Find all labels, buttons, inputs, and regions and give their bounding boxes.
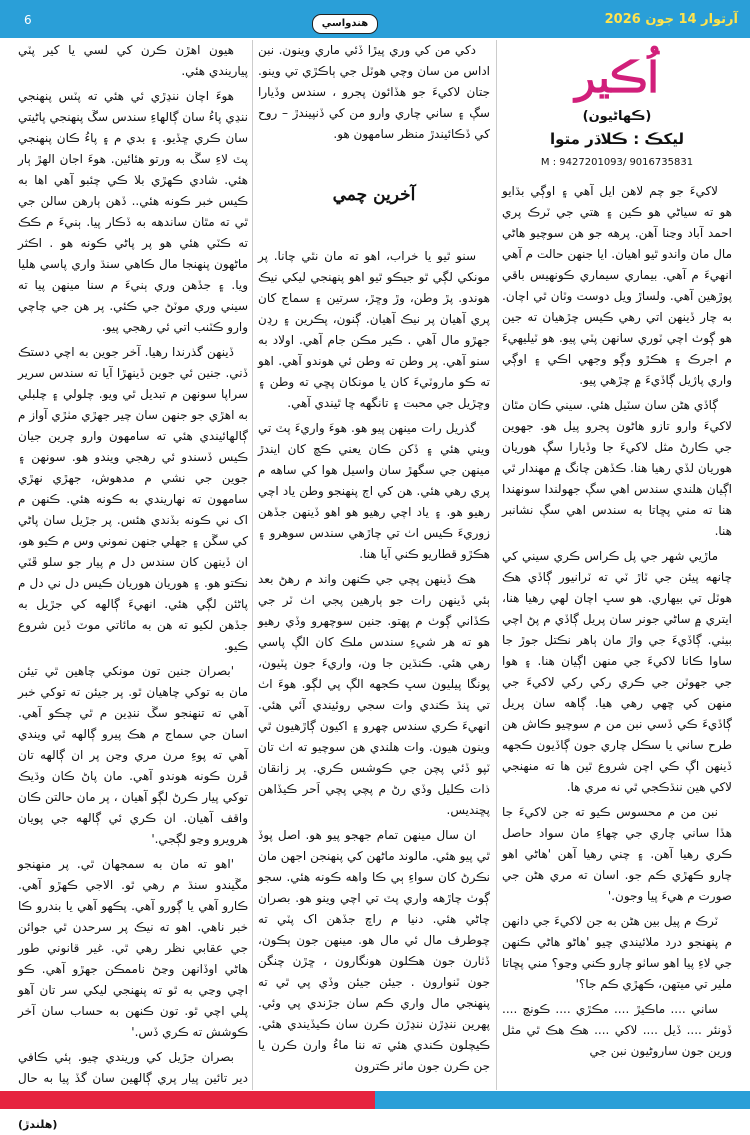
paragraph: لاکيءَ جو چم لاهن ايل آهي ۽ اوڳي بڌايو هو ته سياڻي هو ڪين ۽ هتي جي ٽرڪ پري احمد آباد وڃنا آهن. پرهه جو هن سوچيو هاڻي مال مان واندو ٿيو اهيان. ايا جنهن حالت م آهي انهيءَ م آهي. بيماري سيماري ڪونهيس باقي پوڙهين آهي. ولساڙ ويل دوست وٽان ٿي اچان. به چار ڏينهن اتي رهي ڪيس چڙهيان ته جين هو ڳوٺ اچي ٽوري سانهن پٽي پيو. هو ٽيليهيءَ م اجرڪ ۽ هڪڙو وڳو وجهي اڪي ۽ اوڳي واري پاژيل ڳاڏيءَ ۾ چڙهي پيو. — [502, 184, 732, 387]
paragraph: دکي من کي وري پيڙا ڏئي ماري وينون. نبن اداس من سان وچي هوٽل جي ٻاڪڙي تي وينو. جتان لاکيءَ جو هڏائون پجرو ، سندس وڏيارا سڳ ۽ ساني چاري وارو من کي ڏنپيندڙ – روح کي ڏڪائيندڙ منظر سامهون هو. — [258, 43, 490, 141]
paragraph: نبن من م محسوس ڪيو ته جن لاکيءَ جا هڏا ساني چاري جي چهاءِ مان سواد حاصل ڪري رهيا آهن. ۽ چني رهيا آهن 'هاڻي اهو چارو ڪهڙي ڪم جو. اسان ته مري هڻن جي صورت م هيءَ پيا وجون.' — [502, 805, 732, 903]
bottom-color-bar — [0, 1091, 750, 1109]
continued-label: (هلندڙ) — [18, 1118, 58, 1131]
paragraph: ان سال مينهن تمام جهجو پيو هو. اصل پوڏ ٿي پيو هئي. مالوند ماڻهن کي پنهنجن اجهن مان نڪرڻ کان سواءِ ٻي ڪا واهه ڪونه هئي. سجو ڳوٺ چاڙهه واري پٽ تي اچي وينو هو. بصران چاڻي هئي. دنيا م راچ جڏهن اک پٽي ته چوطرف مال ئي مال هو. مينهن جون ٻڪون، ڏٺارن جون هڪلون هونگارون ، ڇڙن چنگن جون ٽنوارون . جيئن جيئن وڏي پي ٿي ته پنهنجي مال واري ڪم سان جڙندي پي وئي. پهرين ننڍڙن ننڍڙن ڪرن سان ڪيڏيندي هئي. ڪيچلون ڪندي هئي ته ننا ماءُ وارن ڪرن يا جن ڪرن جون ماٺر ڪترون — [258, 828, 490, 1073]
column-divider — [252, 40, 253, 1090]
bottom-bar-red — [0, 1091, 375, 1109]
paragraph: ڏينهن گذرندا رهيا. آخر جوين به اچي دستڪ ڏني. جنين ئي جوين ڏينهڙا آيا ته سندس سرير سراپا سونهن م تبديل ٿي ويو. چلولي ۽ چلبلي به اهڙي جو جنهن سان چير جهڙي مٺڙي آواز م ڳالهائيندي هئي ته سامهون وارو چرين جيان ڪيس ڏسندو ئي رهجي ويندو هو. سونهن ۽ جوين جي نشي م مدهوش، جهڙي نهڙي سامهون ته نهاريندي به ڪونه هئي. ڪنهن م اک ني ڪونه بڏندي هئس. پر جڙيل سان پاڻي کي سڱن ۽ جهلي جنهن نموني وس م ڪيو هو، ان ڏينهن کان سندس دل م پيار جو سلو ڦٽي نڪتو هو. ۽ هوريان هوريان ڪيس دل ني دل م پاڻئن لڳي هئي. انهيءَ ڳالهه کي جڙيل به جڏهن لکيو ته هن به مائاتي موٽ ڏين شروع ڪيو. — [18, 345, 248, 653]
paragraph: بصران جڙيل کي وريندي چيو. ٻئي ڪافي دير تائين پيار پري ڳالهين سان گڏ پيا به حال — [18, 1050, 248, 1085]
story-header — [502, 40, 732, 173]
story-genre: (ڪهاڻيون) — [582, 109, 652, 124]
column-left — [18, 40, 248, 1135]
masthead-logo: هندواسي — [312, 14, 378, 34]
paragraph: 'اهو ته مان به سمجهان ٿي. پر منهنجو مڱيندو سنڌ م رهي ٿو. الاجي ڪهڙو آهي. ڪارو آهي يا ڳورو آهي. پڪهو آهي يا بندرو ڪا خبر ناهي. اهو ته نيڪ پر سرحدن ٿي جوائن جي عقابي نظر رهي ٿي. غير قانوني طور هاڻي اوڏانهن وڃڻ ناممڪن جهڙو آهي. ڪو اچي وڃي به ٿو ته پنهنجي ليکي سر تان آهو پلي اچي ٿو. تون ڪنهن به حساب سان آخر ڪوشش ته ڪري ڏس.' — [18, 857, 248, 1039]
bottom-bar-blue — [375, 1091, 750, 1109]
section-heading: آخرين چمي — [332, 185, 416, 205]
paragraph: ڳاڏي هڻن سان سٽيل هئي. سيني ڪان مٿان لاکيءَ وارو تازو هاڻون پجرو پيل هو. جهوين جي ڪارڻ مثل لاکيءَ جا وڏيارا سڳ هوريان هوريان لڏي رهيا هنا. ڪڏهن چانگ ۾ مهندار ٿي اڳيان هلندي سندس اهي سڳ جهولندا سونهندا هنا ته مني پڇاتا به سندس اهي سڳ نشانبر هنا. — [502, 398, 732, 538]
paragraph: هوءَ اچان ننڍڙي ئي هئي ته پٽس پنهنجي ننڍي پاءُ سان ڳالهاءِ سندس سڱ پنهنجي پاڻيتي سان ڪري ڇڏيو. ۽ بدي م ۽ پاءُ ڪان پنهنجي پٽ لاءِ سڱ به ورتو هئائين. هوءَ اجان الهڙ ٻار هئي. شادي ڪهڙي بلا ڪي چئبو آهي اها به ڪيس خبر ڪونه هئي.. ڏهن ٻارهن سالن جي ٿي ته مٿان ساندهه به ڏڪار پيا. ٻنيءَ م ڪڪ ته ڪٽي هئي هو پر پاڻي ڪونه هو . اڪثر ماڻهون پنهنجا مال ڪاهي سنڌ واري پاسي هليا ويا. ۽ جڏهن وري ٻنيءَ م سنا مينهن پيا ته سيني وري موٽڻ جي ڪئي. پر هن جي چاچي وارو ڪٽنب اتي ئي رهجي پيو. — [18, 89, 248, 334]
column-right — [502, 40, 732, 1066]
column-divider — [496, 40, 497, 1090]
paragraph: هڪ ڏينهن پچي جي ڪنهن واند م رهڻ بعد ٻئي ڏينهن رات جو ٻارهين پجي اٺ ٽر جي ڪڏاني ڳوٺ م پهتو. جنين سوچهرو وڏي رهيو هو ته هر شيءِ سندس ملڪ کان الڳ پاسي رهي هئي. ڪنڌين جا ون، واريءَ جون پٽيون، پونگا پيليون سڀ ڪجهه الڳ پي لڳو. هوءَ اٺ تي پنڌ ڪندي وات سجي روئيندي آئي هئي. انهيءَ ڪري سندس چهرو ۽ اکيون ڳاڙهيون ٿي وينون هيون. وات هلندي هن سوچيو ته اٺ تان ٽپو ڏئي پچن جي ڪوشس ڪري. پر زانقان ذات ڪليل وڏي رڻ م پچي پچي اَحر ڪيڏاهن پڇنديس. — [258, 572, 490, 817]
paragraph: 'بصران جنين تون مونکي چاهين ٿي تيئن مان به توکي چاهيان ٿو. پر جيئن ته توکي خبر آهي ته تنهنجو سڱ ننڍين م ٿي چڪو آهي. اسان جي سماج م هڪ پيرو ڳالهه ٿي ويندي آهي ته پوءِ مرن مري وڃن پر ان ڳالهه تان ڦرن ڪونه هوندو آهي. مان پاڻ ڪان وڌيڪ توکي پيار ڪرڻ لڳو آهيان ، پر مان حالتن ڪان واقف آهيان. ان ڪري ئي ڳالهه جي پويان هرويرو وڃو لڳجي.' — [18, 664, 248, 846]
paragraph: ماڙيي شهر جي پل ڪراس ڪري سيني کي چانهه پيئن جي ٽاڙ ٽي ته ٽرانيور ڳاڏي هڪ هوٽل تي بيهاري. هو سڀ اچان لهي رهيا هنا، ايتري ۾ ساڻي جونر سان پريل ڳاڏي م پڻ اچي بيٺي. ڳاڏيءَ جي واڙ مان ٻاهر نڪتل جوڙ جا ساوا ڪانا لاکيءَ جي منهن اڳيان هنا. ۽ هوا جي جهوٽن جي ڪري رکي رکي لاکيءَ جي منهن کي ڇهي رهي هيا. ڳاهه سان پريل ڳاڏيءَ ڪي ڏسي نبن من م سوچيو ڪاش هن طرح ساني يا سڪل چاري جون ڳاڏيون ڪجهه ڏينهن اڳ ڪي اچن شروع ٿين ها ته منهنجي لاکي هين ننڌڪجي ٿي نه مري ها. — [502, 549, 732, 794]
column-middle — [258, 40, 490, 1081]
paragraph: گذريل رات مينهن پيو هو. هوءَ واريءَ پٽ تي ويني هئي ۽ ڏکن ڪان يعني ڪچ کان ايندڙ مينهن جي سگهڙ سان واسيل هوا کي ساهه م پري رهي هئي. هن کي اڄ پنهنجو وطن ياد اچي رهيو هو. ۽ ياد اچي رهيو هو اهو ڏينهن جڏهن زوريءَ ڪيس اٺ تي چاڙهي سندس سوهرو ۽ هڪڙو قطاريو ڪني آيا هنا. — [258, 421, 490, 561]
paragraph: ٽرڪ م پيل بين هڻن به جن لاکيءَ جي دانهن م پنهنجو درد ملائيندي چيو 'هاڻو هاڻي ڪنهن جي لاءِ پيا اهو ساٺو چارو ڪني وڃو؟ مني پڇاتا ملير تي ميتهن، ڪهڙي ڪم جا؟' — [502, 914, 732, 991]
page-number: 6 — [24, 13, 32, 27]
story-title: اُڪير — [575, 53, 659, 102]
paragraph: ساني .... ماڪيڙ .... مڪڙي .... ڪونچ .... ڏونئر .... ڏيل .... لاکي .... هڪ هڪ ٿي مثل ورين جون ساروڻيون نبن جي — [502, 1002, 732, 1058]
issue-date: آرتوار 14 جون 2026 — [604, 12, 738, 27]
paragraph: سنو ٿيو يا خراب، اهو ته مان نٿي چانا. پر مونکي لڳي ٿو جيڪو ٿيو اهو پنهنجي ليکي نيڪ هوندو. پڙ وطن، وڙ وڇڙ، سرتين ۽ سماج کان پري آهيان پر نيڪ آهيان. ڳنون، پڪرين ۽ رڍن جهڙو مال آهي . ڪير مڪن جام آهي. اولاد به سنو آهي. پر وطن ته وطن ئي هوندو آهي. اهو ته ڪو ماروٽيءَ کان يا مونکان پڇي ته وطن ۽ وڇڙيل جي محبت ۽ تانگهه ڇا ٿيندي آهي. — [258, 249, 490, 410]
author-mobile: M : 9427201093/ 9016735831 — [540, 157, 694, 168]
story-author: ليکڪ : ڪلاڌر متوا — [550, 130, 684, 148]
paragraph: هيون اهڙن ڪرن کي لسي يا کير پٽي پياريندي هئي. — [18, 43, 248, 78]
